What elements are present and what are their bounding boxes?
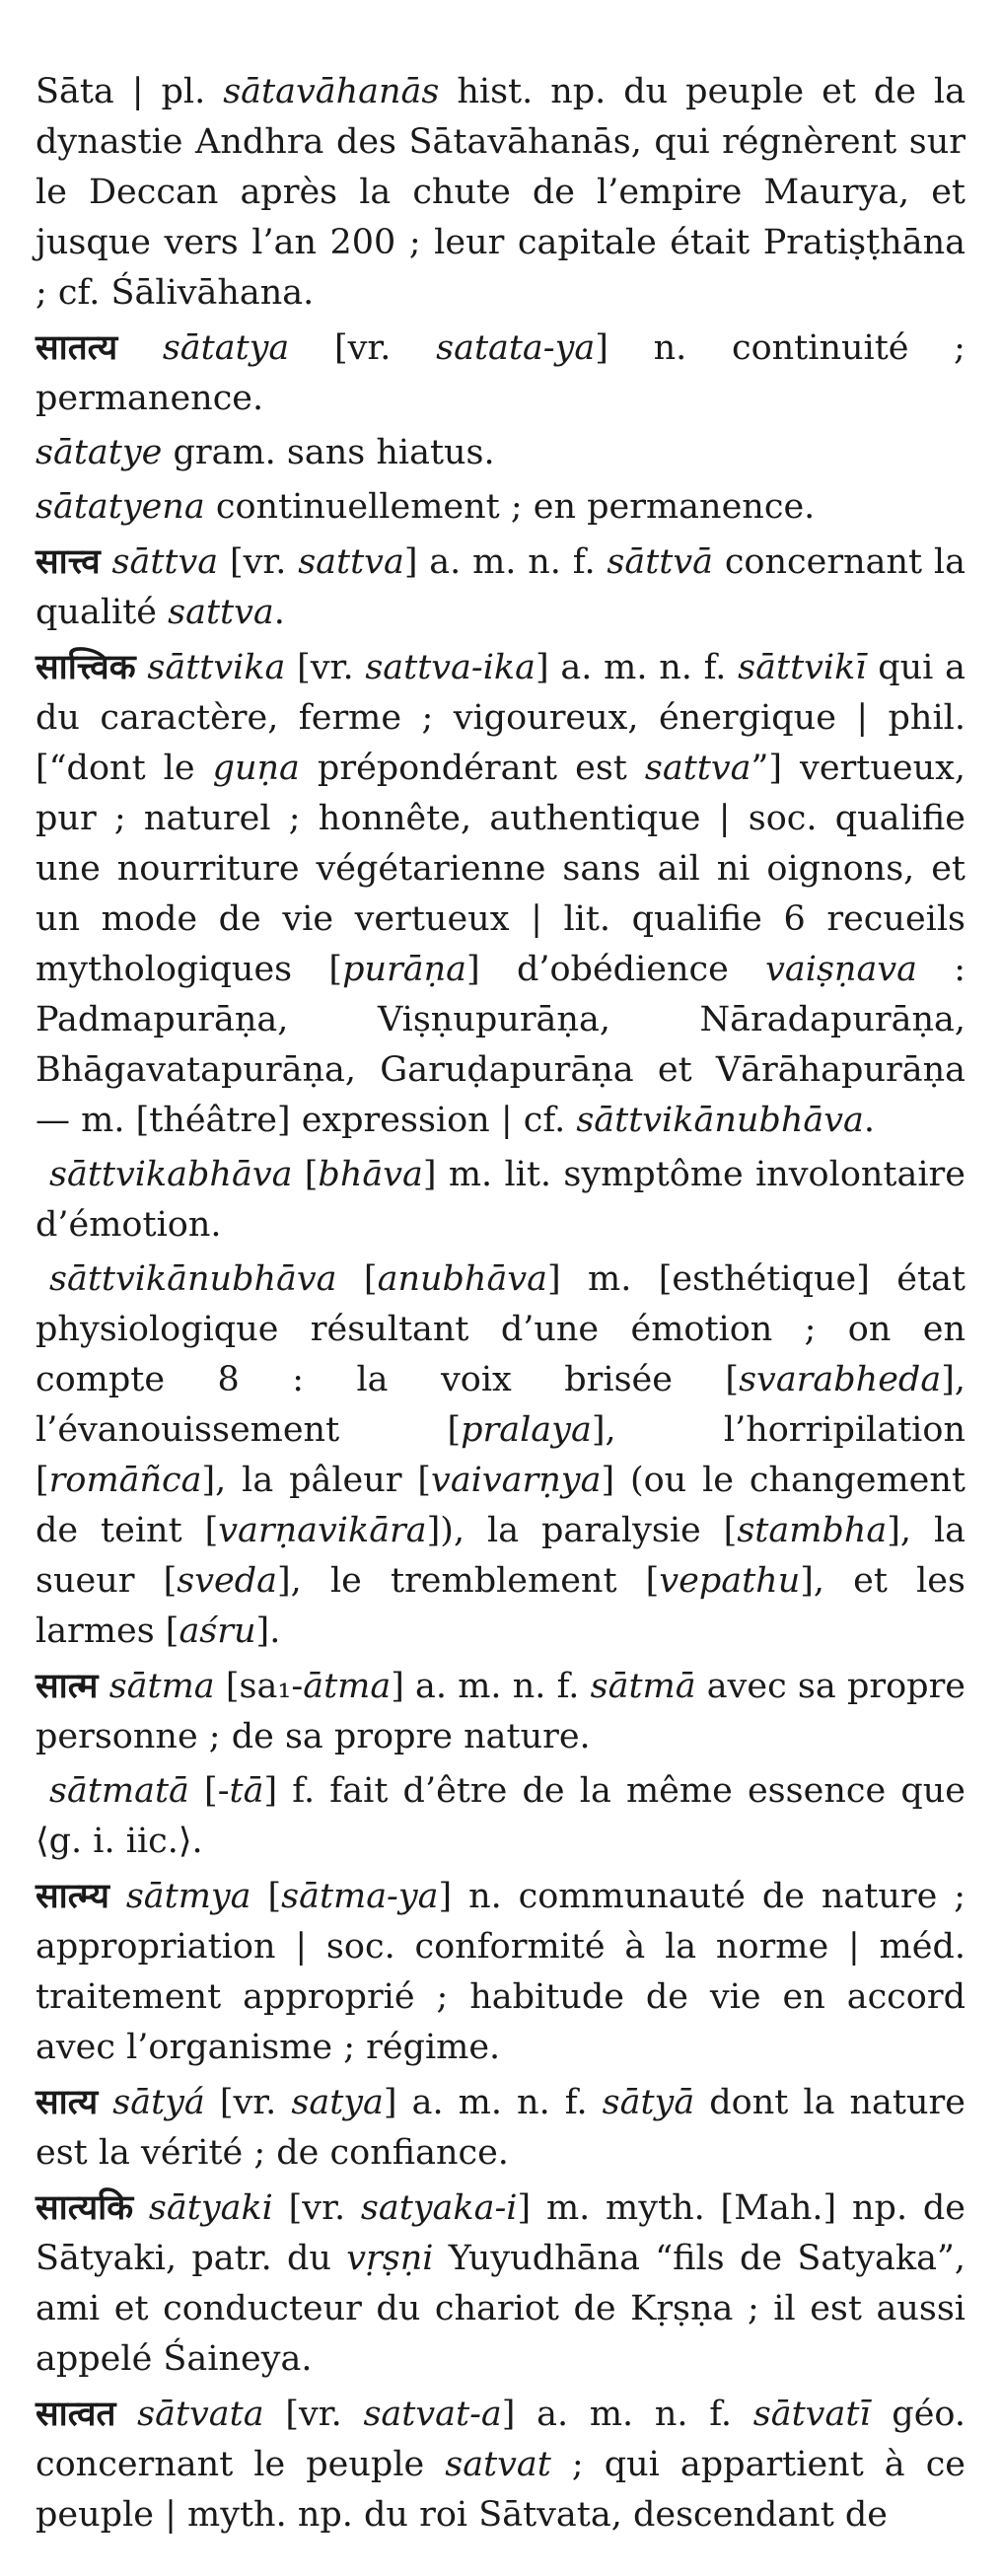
- italic-term: satvat: [445, 2445, 551, 2484]
- entry-text: dont la nature est la vérité ; de confiance.: [36, 2083, 965, 2173]
- entry-text: ; qui appartient à ce peuple | myth. np. du roi Sātvata, descendant de: [36, 2445, 966, 2535]
- italic-term: vaivarṇya: [431, 1461, 602, 1500]
- italic-term: stambha: [737, 1511, 888, 1550]
- entry-text: [vr.: [289, 328, 437, 368]
- entry-text: ].: [255, 1611, 281, 1651]
- entry-text: : Padmapurāṇa, Viṣṇupurāṇa, Nāradapurāṇa, Bhāgavatapurāṇa, Garuḍapurāṇa et Vārāhapurāṇa — m. [théâtre] expression | cf.: [36, 950, 966, 1140]
- italic-term: vepathu: [659, 1561, 801, 1601]
- entry-text: [115, 2395, 137, 2434]
- italic-term: svarabheda: [739, 1360, 942, 1399]
- italic-term: sātma-ya: [281, 1877, 439, 1916]
- entry-text: ] a. m. n. f.: [383, 2083, 603, 2122]
- italic-term: sātma: [108, 1667, 215, 1706]
- italic-term: sātatye: [36, 433, 163, 472]
- entry-text: ”] vertueux, pur ; naturel ; honnête, authentique | soc. qualifie une nourriture végétarienne sans ail ni oignons, et un mode de vie vertueux | lit. qualifie 6 recueils mythologiques [: [36, 749, 965, 989]
- dictionary-entry: [36, 67, 965, 319]
- entry-text: continuellement ; en permanence.: [204, 487, 816, 527]
- italic-term: sātmatā: [49, 1771, 189, 1811]
- italic-term: bhāva: [318, 1155, 423, 1194]
- italic-term: sātatya: [162, 328, 290, 368]
- entry-text: ], le tremblement [: [277, 1561, 660, 1601]
- entry-text: [133, 2188, 149, 2228]
- italic-term: aśru: [179, 1611, 256, 1651]
- entry-text: ] a. m. n. f.: [501, 2395, 753, 2434]
- entry-text: Sāta | pl.: [36, 72, 224, 111]
- italic-term: sātatyena: [36, 487, 205, 527]
- dictionary-entry: [36, 428, 965, 478]
- entry-text: ] n. continuité ; permanence.: [36, 328, 965, 418]
- entry-text: [101, 542, 112, 582]
- italic-term: pralaya: [461, 1410, 592, 1450]
- entry-text: [98, 2083, 112, 2122]
- devanagari-headword: सात्वत: [36, 2394, 116, 2434]
- italic-term: tā: [229, 1771, 264, 1811]
- dictionary-entry: [36, 2389, 965, 2540]
- entry-text: [vr.: [204, 2083, 292, 2122]
- sub-entry: [36, 1150, 965, 1251]
- dictionary-entry: [36, 1661, 965, 1762]
- italic-term: sāttvikī: [738, 648, 867, 687]
- entry-text: ] n. communauté de nature ; appropriation | soc. conformité à la norme | méd. traitement approprié ; habitude de vie en accord avec l’organisme ; régime.: [36, 1877, 965, 2067]
- entry-text: [99, 1667, 109, 1706]
- dictionary-entry: [36, 482, 965, 533]
- entry-text: ] m. lit. symptôme involontaire d’émotion.: [36, 1155, 965, 1245]
- entry-text: .: [273, 593, 285, 632]
- dictionary-entry: [36, 642, 965, 1146]
- italic-term: vaiṣṇava: [765, 950, 917, 989]
- devanagari-headword: सात्यकि: [36, 2187, 134, 2228]
- italic-term: sāttva: [111, 542, 219, 582]
- sub-entry: [36, 1254, 965, 1657]
- italic-term: sāttvikabhāva: [49, 1155, 293, 1194]
- italic-term: vṛṣṇi: [346, 2239, 434, 2278]
- italic-term: varṇavikāra: [218, 1511, 427, 1550]
- entry-text: [-: [188, 1771, 230, 1811]
- italic-term: sātvata: [137, 2395, 264, 2434]
- entry-text: qui a du caractère, ferme ; vigoureux, énergique | phil. [“dont le: [36, 648, 965, 788]
- entry-text: ] a. m. n. f.: [536, 648, 739, 687]
- italic-term: sātmya: [125, 1877, 251, 1916]
- italic-term: sattva: [644, 749, 751, 788]
- dictionary-entry: [36, 1871, 965, 2073]
- dictionary-entry: [36, 322, 965, 424]
- entry-text: prépondérant est: [299, 749, 645, 788]
- entry-text: ], la sueur [: [36, 1511, 966, 1601]
- entry-text: ] d’obédience: [466, 950, 766, 989]
- entry-text: [vr.: [272, 2188, 361, 2228]
- italic-term: sāttvika: [147, 648, 286, 687]
- italic-term: sātavāhanās: [223, 72, 440, 111]
- italic-term: satya: [291, 2083, 384, 2122]
- entry-text: ] f. fait d’être de la même essence que ⟨g. i. iic.⟩.: [36, 1771, 965, 1861]
- entry-text: ], l’évanouissement [: [36, 1360, 965, 1450]
- entry-text: [: [336, 1259, 378, 1299]
- devanagari-headword: सात्त्विक: [36, 647, 136, 687]
- sub-entry: [36, 1766, 965, 1867]
- entry-text: gram. sans hiatus.: [162, 433, 495, 472]
- entry-text: ], et les larmes [: [36, 1561, 965, 1651]
- entry-text: [vr.: [285, 648, 366, 687]
- entry-text: [136, 648, 148, 687]
- entry-text: ] a. m. n. f.: [403, 542, 608, 582]
- italic-term: sāttvikānubhāva: [49, 1259, 337, 1299]
- devanagari-headword: सात्म: [36, 1666, 99, 1706]
- italic-term: sattva: [298, 542, 404, 582]
- entry-text: géo. concernant le peuple: [36, 2395, 965, 2484]
- italic-term: sāttvikānubhāva: [576, 1101, 864, 1140]
- entry-text: [vr.: [218, 542, 299, 582]
- italic-term: satvat-a: [363, 2395, 502, 2434]
- entry-text: avec sa propre personne ; de sa propre nature.: [36, 1667, 966, 1756]
- italic-term: sātvatī: [752, 2395, 871, 2434]
- italic-term: purāṇa: [342, 950, 467, 989]
- entry-text: ], la pâleur [: [201, 1461, 432, 1500]
- dictionary-entry: [36, 2182, 965, 2385]
- entry-text: Yuyudhāna “fils de Satyaka”, ami et conducteur du chariot de Kṛṣṇa ; il est aussi appelé Śaineya.: [36, 2239, 966, 2379]
- entry-text: ], l’horripilation [: [36, 1410, 965, 1500]
- entry-text: [: [250, 1877, 282, 1916]
- entry-text: [vr.: [263, 2395, 364, 2434]
- italic-term: sāttvā: [607, 542, 713, 582]
- entry-text: ] (ou le changement de teint [: [36, 1461, 966, 1550]
- entry-text: ] a. m. n. f.: [391, 1667, 591, 1706]
- entry-text: [117, 328, 163, 368]
- devanagari-headword: सात्म्य: [36, 1876, 109, 1916]
- entry-text: [sa₁-: [214, 1667, 304, 1706]
- entry-text: hist. np. du peuple et de la dynastie Andhra des Sātavāhanās, qui régnèrent sur le Deccan après la chute de l’empire Maurya, et jusque vers l’an 200 ; leur capitale était Pratiṣṭhāna ; cf. Śālivāhana.: [36, 72, 965, 313]
- italic-term: romāñca: [48, 1461, 202, 1500]
- italic-term: anubhāva: [377, 1259, 547, 1299]
- dictionary-entry: [36, 2077, 965, 2179]
- entry-text: concernant la qualité: [36, 542, 965, 632]
- italic-term: satyaka-i: [360, 2188, 518, 2228]
- italic-term: ātma: [303, 1667, 392, 1706]
- italic-term: sātyaki: [148, 2188, 273, 2228]
- dictionary-entry: [36, 537, 965, 638]
- italic-term: sātyá: [112, 2083, 205, 2122]
- devanagari-headword: सात्य: [36, 2082, 99, 2122]
- entry-text: [: [292, 1155, 319, 1194]
- entry-text: ] m. [esthétique] état physiologique résultant d’une émotion ; on en compte 8 : la voix brisée [: [36, 1259, 965, 1399]
- italic-term: sattva-ika: [365, 648, 536, 687]
- entry-text: ]), la paralysie [: [426, 1511, 738, 1550]
- entry-text: ] m. myth. [Mah.] np. de Sātyaki, patr. du: [36, 2188, 965, 2278]
- italic-term: sātmā: [590, 1667, 696, 1706]
- italic-term: satata-ya: [436, 328, 596, 368]
- italic-term: guṇa: [212, 749, 300, 788]
- entry-text: [109, 1877, 126, 1916]
- italic-term: sātyā: [602, 2083, 695, 2122]
- devanagari-headword: सातत्य: [36, 327, 118, 368]
- italic-term: sattva: [168, 593, 274, 632]
- italic-term: sveda: [177, 1561, 278, 1601]
- entry-text: .: [863, 1101, 876, 1140]
- devanagari-headword: सात्त्व: [36, 541, 101, 582]
